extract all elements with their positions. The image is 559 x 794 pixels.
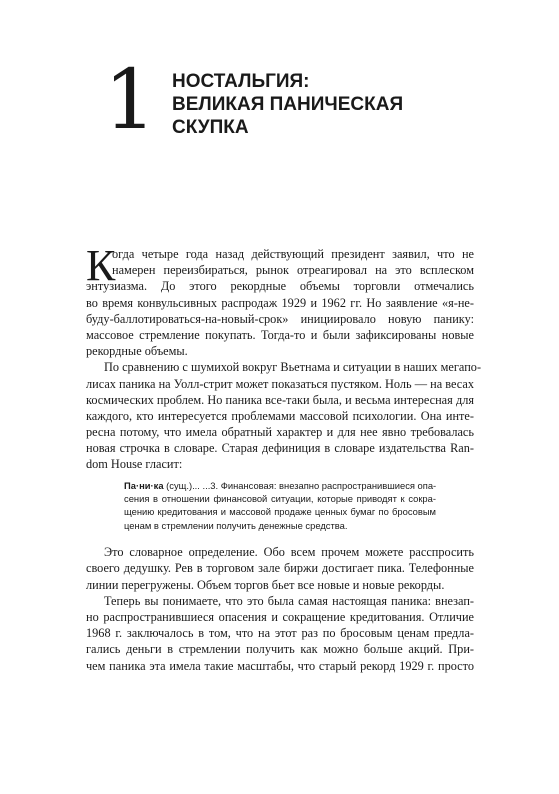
quote-line: щению кредитования и массовой продаже ценных бумаг по бросовым bbox=[124, 506, 436, 518]
drop-cap: К bbox=[86, 241, 116, 290]
text-line: лисах паника на Уолл-стрит может показаться пустяком. Ноль — на весах bbox=[86, 376, 474, 391]
text-line: во время конвульсивных распродаж 1929 и 1962 гг. Но заявление «я-не- bbox=[86, 295, 474, 310]
paragraph-1 bbox=[86, 241, 474, 359]
text-line: космических проблем. Но паника все-таки была, и весьма интересная для bbox=[86, 392, 474, 407]
text-line: линии перегружены. Объем торгов бьет все новые и новые рекорды. bbox=[86, 577, 445, 592]
quote-line: ценам в стремлении получить денежные средства. bbox=[124, 519, 348, 531]
text-line: По сравнению с шумихой вокруг Вьетнама и ситуации в наших мегапо- bbox=[104, 360, 482, 375]
text-line: но распространившиеся опасения и сокращение кредитования. Отличие bbox=[86, 609, 474, 624]
chapter-body bbox=[86, 241, 482, 674]
text-line: гались деньги в стремлении получить как можно больше акций. При- bbox=[86, 642, 474, 657]
text-line: каждого, кто интересуется проблемами массовой психологии. Она инте- bbox=[86, 408, 474, 423]
text-line: массовое стремление покупать. Тогда-то и были зафиксированы новые bbox=[86, 327, 474, 342]
text-line: своего дедушку. Рев в торговом зале биржи достигает пика. Телефонные bbox=[86, 561, 474, 576]
text-line: буду-баллотироваться-на-новый-срок» инициировало новую панику: bbox=[86, 311, 474, 326]
quote-text: (сущ.)... ...3. Финансовая: внезапно распространившиеся опа- bbox=[163, 479, 437, 491]
text-line: dom House гласит: bbox=[86, 457, 183, 472]
paragraph-3 bbox=[86, 544, 474, 593]
text-line: энтузиазма. До этого рекордные объемы торговли отмечались bbox=[86, 279, 474, 294]
chapter-title-line: ВЕЛИКАЯ ПАНИЧЕСКАЯ bbox=[172, 94, 404, 115]
text-line: ресна потому, что имела обратный характер и для нее явно требовалась bbox=[86, 425, 474, 440]
chapter-title bbox=[172, 70, 472, 139]
paragraph-2 bbox=[86, 359, 482, 472]
quote-line bbox=[124, 479, 436, 492]
text-line: намерен переизбираться, рынок отреагировал на это всплеском bbox=[112, 263, 474, 278]
text-line: 1968 г. заключалось в том, что на этот раз по бросовым ценам предла- bbox=[86, 626, 474, 641]
quote-line: сения в отношении финансовой ситуации, которые приводят к сокра- bbox=[124, 493, 436, 505]
quote-headword: Па·ни·ка bbox=[124, 479, 164, 491]
text-line: огда четыре года назад действующий президент заявил, что не bbox=[112, 247, 474, 261]
chapter-title-line: СКУПКА bbox=[172, 117, 249, 138]
paragraph-4 bbox=[86, 593, 474, 674]
text-line: рекордные объемы. bbox=[86, 344, 188, 359]
dictionary-quote bbox=[124, 479, 436, 533]
text-line: Теперь вы понимаете, что это была самая настоящая паника: внезап- bbox=[104, 593, 474, 608]
chapter-title-line: НОСТАЛЬГИЯ: bbox=[172, 71, 310, 92]
text-line: чем паника эта имела такие масштабы, что старый рекорд 1929 г. просто bbox=[86, 658, 474, 673]
text-line: Это словарное определение. Обо всем прочем можете расспросить bbox=[104, 545, 474, 560]
chapter-number: 1 bbox=[104, 53, 155, 148]
text-line: новая строчка в словаре. Старая дефиниция в словаре издательства Ran- bbox=[86, 441, 474, 456]
